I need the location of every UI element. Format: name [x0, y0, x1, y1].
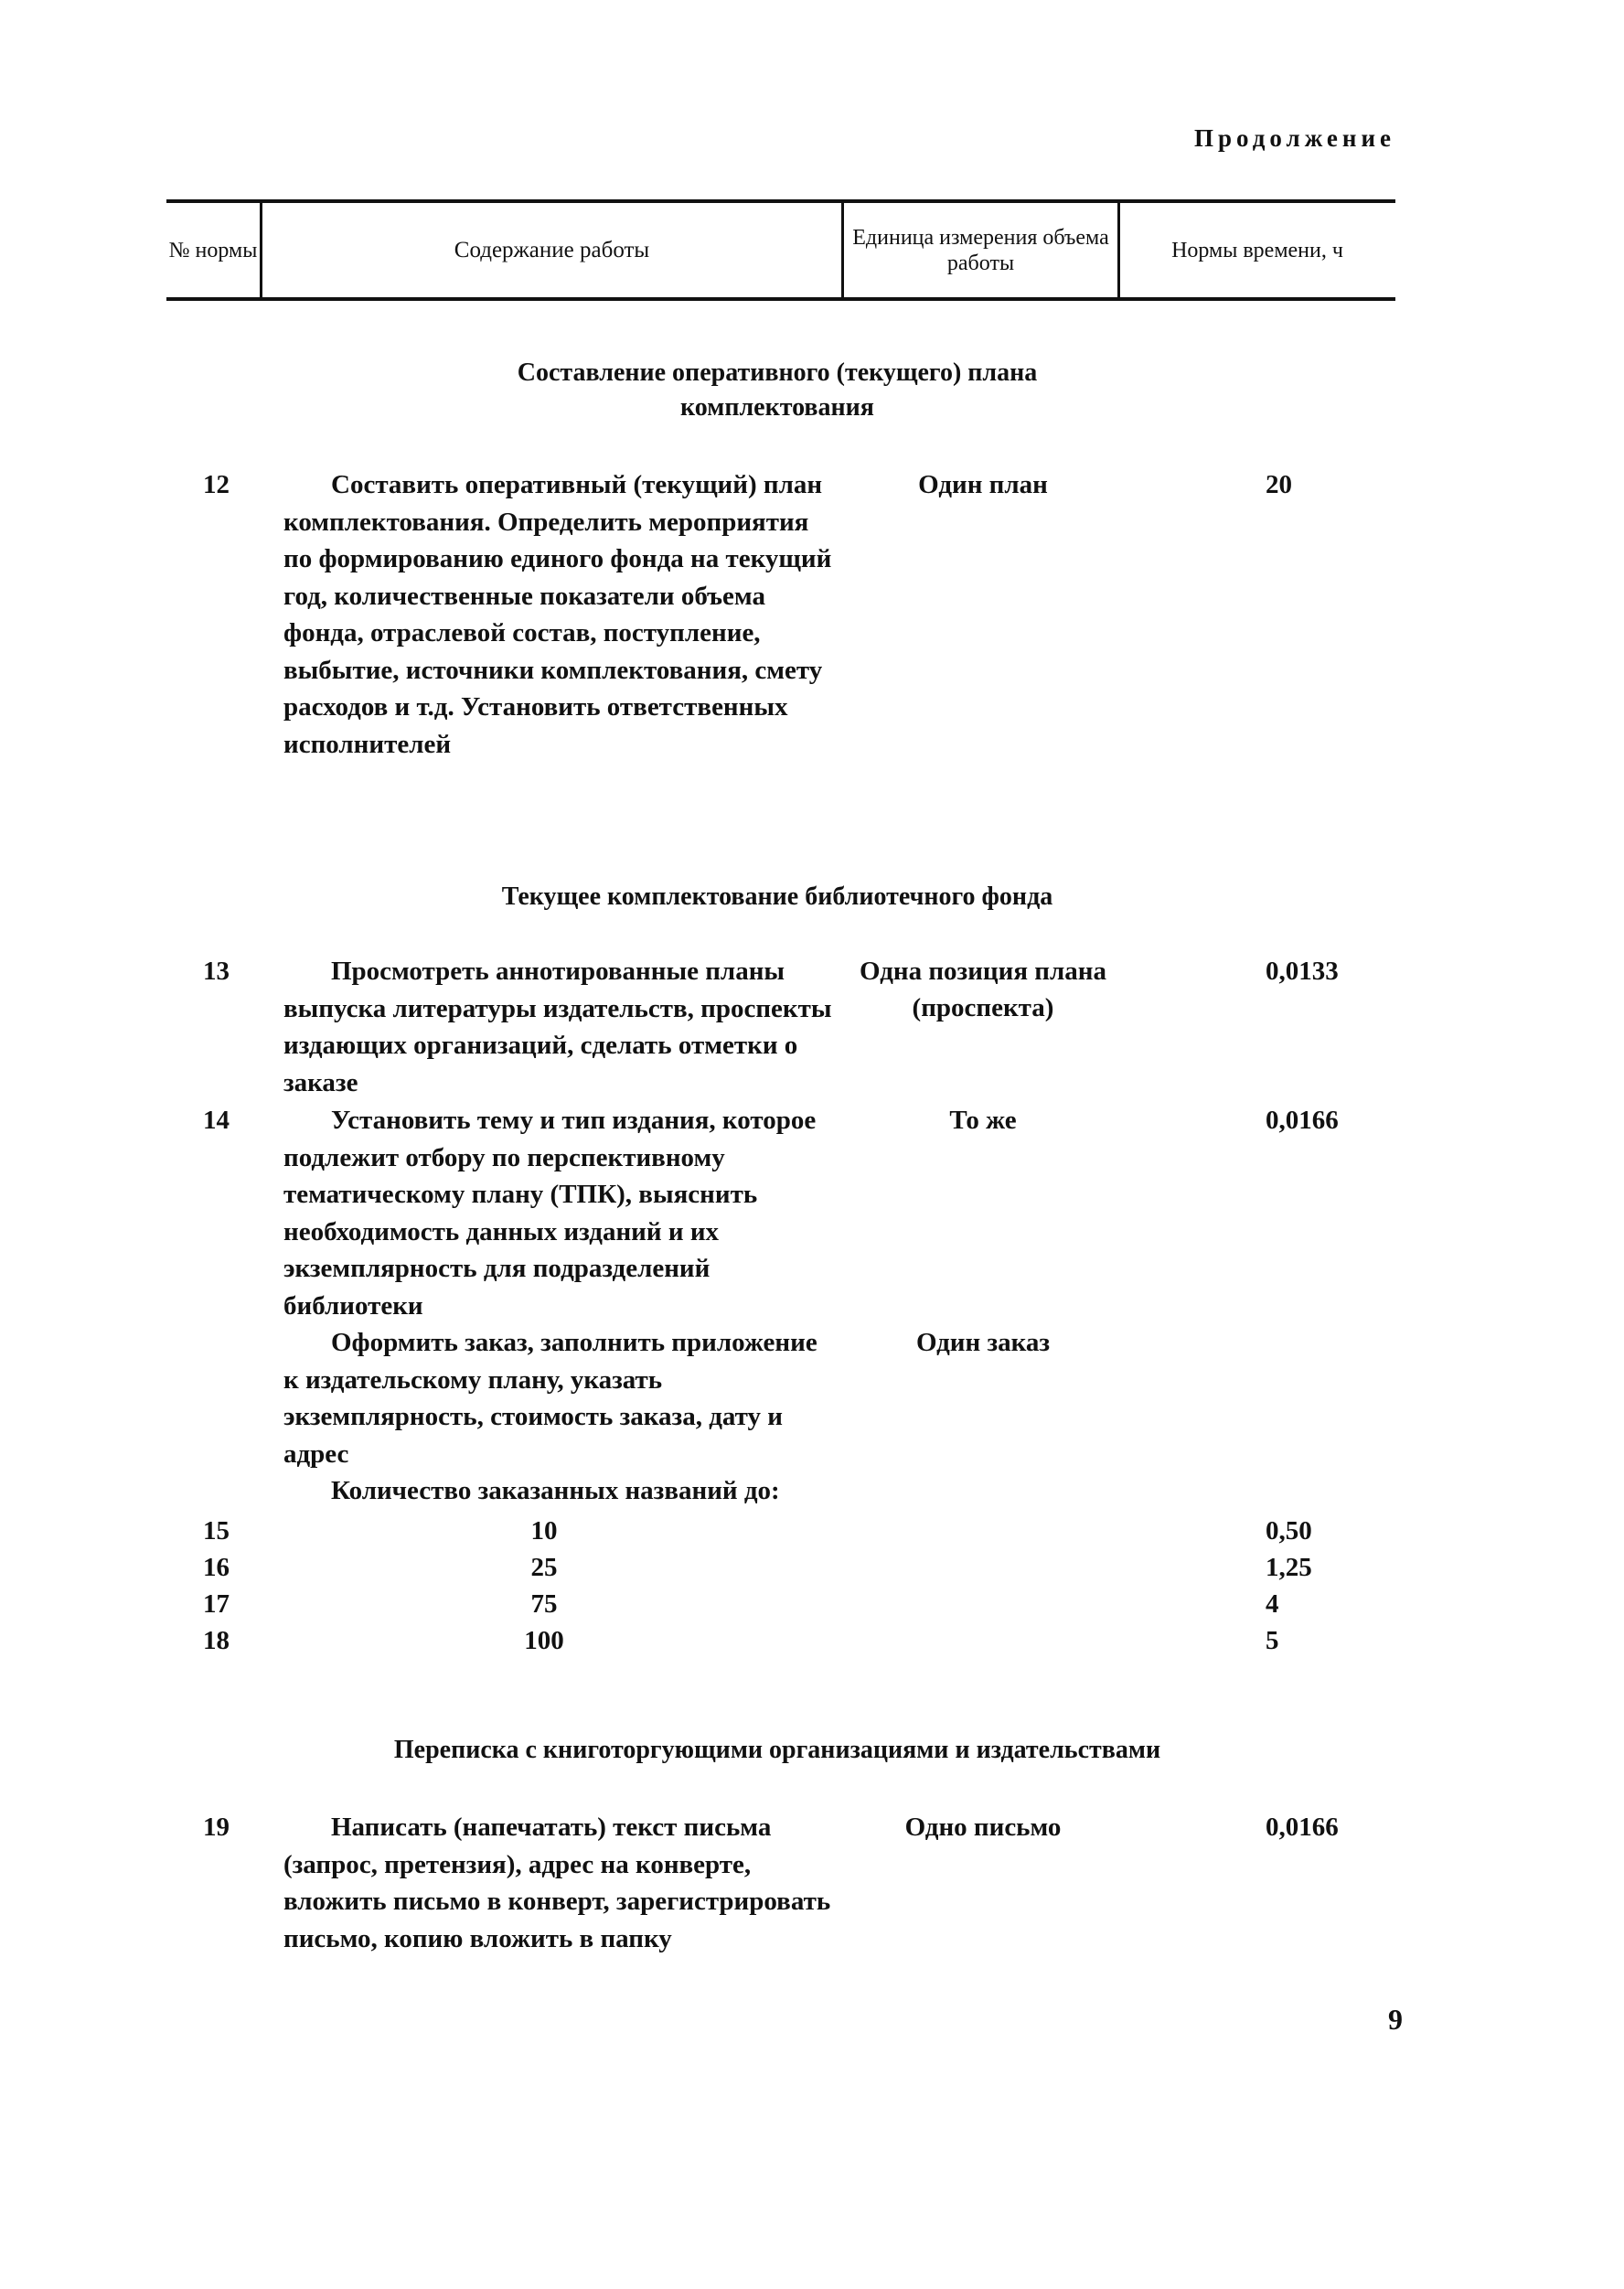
time-norm: 0,0166 [1266, 1106, 1339, 1135]
time-norm: 4 [1266, 1589, 1279, 1619]
time-norm: 20 [1266, 470, 1292, 499]
norm-number: 17 [203, 1589, 230, 1619]
continuation-label: Продолжение [1194, 124, 1395, 152]
norm-number: 14 [203, 1106, 230, 1135]
unit-of-measure: Одна позиция плана (проспекта) [860, 957, 1106, 1022]
work-content: Написать (напечатать) текст письма (запрос, претензия), адрес на конверте, вложить письмо в конверт, зарегистрировать письмо, копию вложить в папку [283, 1813, 831, 1953]
section-title: Текущее комплектование библиотечного фонда [501, 882, 1053, 911]
unit-of-measure: Один заказ [915, 1328, 1051, 1357]
order-quantity: 75 [530, 1589, 558, 1619]
header-col-number: № нормы [168, 239, 258, 262]
work-content: Просмотреть аннотированные планы выпуска литературы издательств, проспекты издающих организаций, сделать отметки о заказе [283, 957, 832, 1097]
order-quantity: 100 [524, 1626, 564, 1655]
norm-number: 13 [203, 957, 230, 986]
section-title: Переписка с книготоргующими организациями и издательствами [393, 1736, 1161, 1764]
time-norm: 0,0166 [1266, 1813, 1339, 1842]
norm-number: 15 [203, 1516, 230, 1546]
norm-number: 19 [203, 1813, 230, 1842]
page-number: 9 [1388, 2003, 1403, 2036]
norm-number: 16 [203, 1553, 230, 1582]
header-col-unit: Единица измерения объема работы [852, 226, 1109, 275]
order-content: Оформить заказ, заполнить приложение к издательскому плану, указать экземплярность, стоимость заказа, дату и адрес [283, 1328, 817, 1469]
time-norm: 0,50 [1266, 1516, 1312, 1546]
order-quantity: 25 [530, 1553, 558, 1582]
unit-of-measure: Одно письмо [904, 1813, 1062, 1842]
order-count-label: Количество заказанных названий до: [331, 1476, 780, 1505]
order-quantity: 10 [530, 1516, 558, 1546]
unit-of-measure: Один план [918, 470, 1048, 499]
work-content: Составить оперативный (текущий) план комплектования. Определить мероприятия по формированию единого фонда на текущий год, количественные показатели объема фонда, отраслевой состав, поступление, выбытие, источники комплектования, смету расходов и т.д. Установить ответственных исполнителей [283, 470, 832, 759]
time-norm: 1,25 [1266, 1553, 1312, 1582]
norm-number: 18 [203, 1626, 230, 1655]
work-content: Установить тему и тип издания, которое подлежит отбору по перспективному тематическому плану (ТПК), выяснить необходимость данных изданий и их экземплярность для подразделений библиотеки [283, 1106, 817, 1321]
norm-number: 12 [203, 470, 230, 499]
header-col-norm: Нормы времени, ч [1171, 239, 1343, 262]
section-title: Составление оперативного (текущего) плана комплектования [517, 358, 1038, 422]
unit-of-measure: То же [949, 1106, 1017, 1135]
header-col-content: Содержание работы [454, 238, 650, 262]
time-norm: 5 [1266, 1626, 1279, 1655]
time-norm: 0,0133 [1266, 957, 1339, 986]
